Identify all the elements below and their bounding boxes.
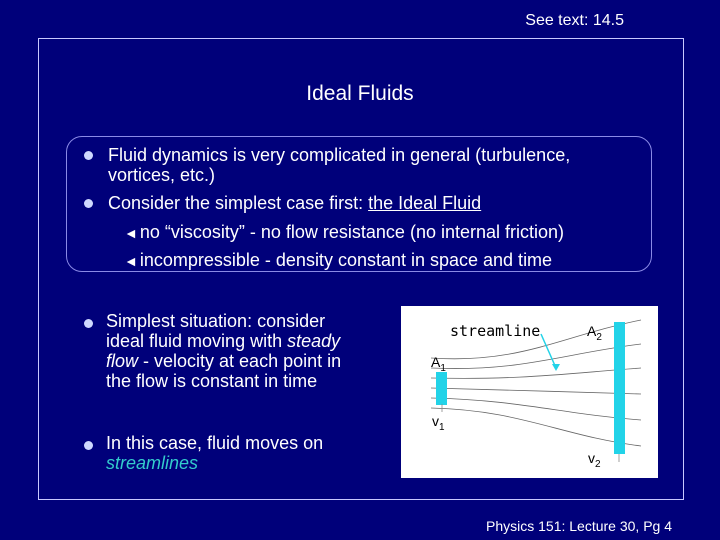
bullet-line: the flow is constant in time <box>106 371 318 391</box>
sub-bullet-incompressible <box>124 250 552 271</box>
streamline-diagram <box>401 306 658 478</box>
bullet-dot <box>84 319 93 328</box>
v2-label: $v_2$ <box>588 450 601 470</box>
streamline-pointer <box>541 334 556 368</box>
bullet-line: In this case, fluid moves on <box>106 433 324 453</box>
footer-lecture-info: Physics 151: Lecture 30, Pg 4 <box>486 518 672 534</box>
ideal-fluid-link[interactable]: the Ideal Fluid <box>368 193 482 213</box>
arrow-left-icon: ◄ <box>124 225 138 241</box>
v1-label: $v_1$ <box>432 413 445 433</box>
streamline-svg <box>401 306 658 478</box>
bullet-line: Simplest situation: consider <box>106 311 326 331</box>
area-a2-bar <box>614 322 625 454</box>
bullet-line <box>106 331 341 351</box>
streamline-label: streamline <box>450 322 541 340</box>
bullet-dot <box>84 441 93 450</box>
streamlines-emphasis: streamlines <box>106 453 199 473</box>
slide-title: Ideal Fluids <box>306 82 414 105</box>
bullet-text: - velocity at each point in <box>138 351 342 371</box>
sub-bullet-text: no “viscosity” - no flow resistance (no internal friction) <box>139 222 565 242</box>
bullet-text: ideal fluid moving with <box>106 331 288 351</box>
bullet-fluid-dynamics <box>108 145 570 185</box>
bullet-streamlines <box>106 433 323 473</box>
streamline-curve <box>431 398 641 420</box>
bullet-dot <box>84 151 93 160</box>
bullet-simplest-case <box>108 193 481 213</box>
streamline-curve <box>431 368 641 378</box>
arrow-left-icon: ◄ <box>124 253 138 269</box>
emphasis-text: flow <box>106 351 139 371</box>
bullet-steady-flow <box>106 311 341 391</box>
see-text-reference: See text: 14.5 <box>525 12 624 29</box>
bullet-dot <box>84 199 93 208</box>
bullet-text: Consider the simplest case first: <box>108 193 369 213</box>
area-a1-bar <box>436 372 447 405</box>
emphasis-text: steady <box>287 331 341 351</box>
sub-bullet-text: incompressible - density constant in space and time <box>139 250 553 270</box>
a2-label: $A_2$ <box>587 323 602 343</box>
sub-bullet-viscosity <box>124 222 564 243</box>
streamline-curve <box>431 408 641 446</box>
bullet-line: Fluid dynamics is very complicated in general (turbulence, <box>108 145 571 165</box>
streamline-pointer-head <box>552 364 560 371</box>
streamline-curve <box>431 388 641 394</box>
a1-label: $A_1$ <box>431 354 446 374</box>
bullet-line: vortices, etc.) <box>108 165 216 185</box>
bullet-line <box>106 351 341 371</box>
